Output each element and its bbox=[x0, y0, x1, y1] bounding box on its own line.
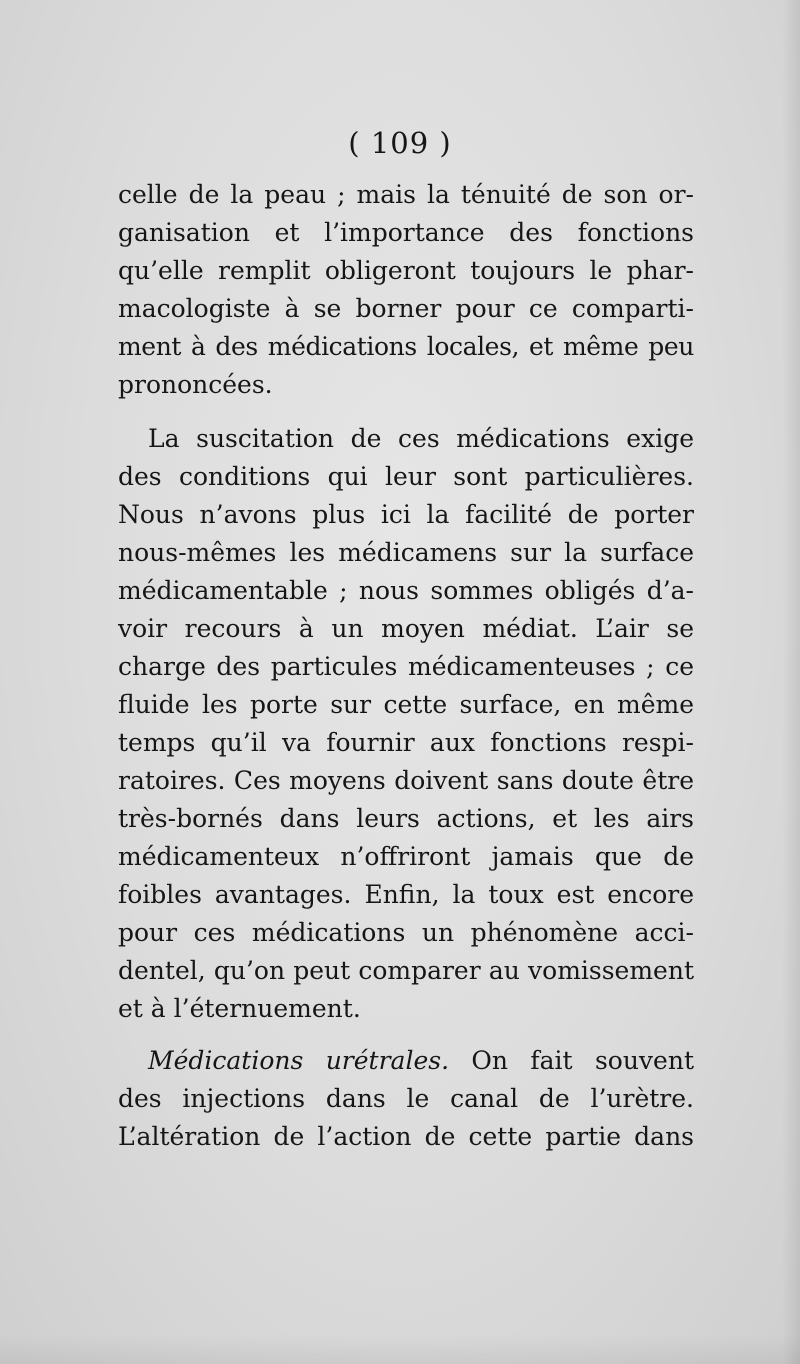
text-line: dentel, qu’on peut comparer au vomissement bbox=[118, 956, 694, 985]
text-line: pour ces médications un phénomène acci- bbox=[118, 918, 694, 947]
text-line: temps qu’il va fournir aux fonctions respi- bbox=[118, 728, 694, 757]
text-line: ratoires. Ces moyens doivent sans doute être bbox=[118, 766, 694, 795]
page-number: ( 109 ) bbox=[348, 126, 452, 160]
text-line: médicamentable ; nous sommes obligés d’a- bbox=[118, 576, 694, 605]
text-line: L’altération de l’action de cette partie dans bbox=[118, 1122, 694, 1151]
text-line: médicamenteux n’offriront jamais que de bbox=[118, 842, 694, 871]
text-line: ment à des médications locales, et même peu bbox=[118, 332, 694, 361]
text-run: On fait souvent bbox=[449, 1046, 694, 1075]
paragraph-gap bbox=[118, 1028, 694, 1042]
text-line: macologiste à se borner pour ce comparti- bbox=[118, 294, 694, 323]
text-line: Nous n’avons plus ici la facilité de porter bbox=[118, 500, 694, 529]
page-bottom-shadow bbox=[0, 1334, 800, 1364]
text-line: fluide les porte sur cette surface, en même bbox=[118, 690, 694, 719]
text-line bbox=[118, 1042, 694, 1080]
page-edge-shadow bbox=[782, 0, 800, 1364]
text-line: ganisation et l’importance des fonctions bbox=[118, 218, 694, 247]
text-line: des conditions qui leur sont particulières. bbox=[118, 462, 694, 491]
paragraph-gap bbox=[118, 404, 694, 420]
text-line: qu’elle remplit obligeront toujours le phar- bbox=[118, 256, 694, 285]
text-line: très-bornés dans leurs actions, et les airs bbox=[118, 804, 694, 833]
text-line: nous-mêmes les médicamens sur la surface bbox=[118, 538, 694, 567]
text-line: et à l’éternuement. bbox=[118, 994, 361, 1023]
section-heading: Médications urétrales. bbox=[148, 1046, 450, 1075]
text-line: voir recours à un moyen médiat. L’air se bbox=[118, 614, 694, 643]
text-line: des injections dans le canal de l’urètre. bbox=[118, 1084, 694, 1113]
text-line: charge des particules médicamenteuses ; ce bbox=[118, 652, 694, 681]
text-line: prononcées. bbox=[118, 370, 273, 399]
text-line: La suscitation de ces médications exige bbox=[148, 424, 694, 453]
text-line: foibles avantages. Enfin, la toux est encore bbox=[118, 880, 694, 909]
text-line: celle de la peau ; mais la ténuité de son or- bbox=[118, 180, 694, 209]
body-text bbox=[118, 176, 694, 1156]
